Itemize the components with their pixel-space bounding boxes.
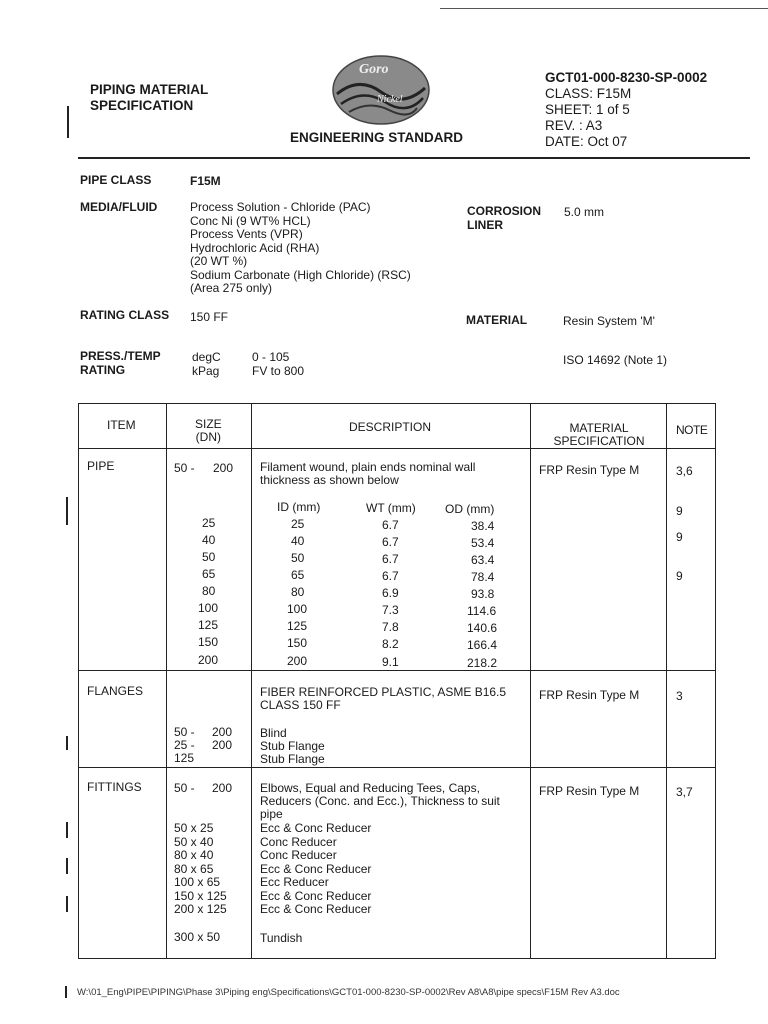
fitting-type: Ecc Reducer — [260, 875, 329, 889]
pipe-dn: 100 — [198, 601, 219, 615]
pipe-wt: 6.7 — [382, 518, 399, 532]
pressure-range: FV to 800 — [252, 364, 305, 378]
press-label-line2: RATING — [80, 363, 126, 377]
corrosion-value: 5.0 mm — [564, 205, 605, 219]
pipe-dn: 50 — [202, 550, 216, 564]
fittings-size-range-b: 200 — [212, 781, 233, 795]
logo-text-nickel: Nickel — [377, 94, 403, 105]
top-edge-line — [440, 8, 768, 9]
pipe-wt: 6.7 — [382, 552, 399, 566]
header-size — [195, 418, 222, 444]
margin-mark — [65, 986, 67, 998]
flange-size: 200 — [212, 725, 233, 739]
doc-subtitle: ENGINEERING STANDARD — [290, 130, 464, 145]
flanges-material: FRP Resin Type M — [539, 688, 640, 702]
pipe-dn: 65 — [202, 567, 216, 581]
media-list — [190, 201, 411, 296]
pipe-desc-line1: Filament wound, plain ends nominal wall — [260, 460, 476, 474]
table-border — [715, 403, 716, 959]
fittings-size-range-a: 50 - — [174, 781, 195, 795]
fittings-material: FRP Resin Type M — [539, 784, 640, 798]
pipe-class-label: PIPE CLASS — [80, 173, 152, 187]
media-line: Conc Ni (9 WT% HCL) — [190, 213, 311, 228]
fitting-type: Conc Reducer — [260, 834, 337, 849]
header-material — [539, 422, 659, 448]
header-description: DESCRIPTION — [349, 420, 432, 434]
flanges-sizes-a — [174, 726, 195, 765]
pipe-wt: 9.1 — [382, 655, 399, 669]
footer-file-path: W:\01_Eng\PIPE\PIPING\Phase 3\Piping eng\Specifications\GCT01-000-8230-SP-0002\Rev A8\A8\pipe specs\F15M Rev A3.doc — [77, 987, 620, 998]
fitting-size: 200 x 125 — [174, 902, 227, 916]
table-border — [530, 403, 531, 959]
flanges-sizes-b — [212, 726, 232, 752]
table-border — [78, 403, 79, 959]
table-border — [78, 767, 716, 768]
flanges-note: 3 — [676, 689, 683, 703]
margin-mark — [66, 858, 68, 874]
press-unit-degc: degC — [192, 350, 221, 364]
pipe-wt: 6.7 — [382, 569, 399, 583]
pipe-id: 50 — [291, 551, 305, 565]
press-values — [252, 350, 304, 378]
fitting-size: 100 x 65 — [174, 875, 221, 889]
media-line: (Area 275 only) — [190, 281, 273, 295]
doc-date: DATE: Oct 07 — [545, 134, 628, 149]
fittings-desc-line1: Elbows, Equal and Reducing Tees, Caps, — [260, 781, 480, 795]
doc-rev: REV. : A3 — [545, 118, 603, 133]
header-material-line2: SPECIFICATION — [553, 434, 645, 448]
fitting-type: Ecc & Conc Reducer — [260, 902, 372, 916]
fitting-type: Ecc & Conc Reducer — [260, 888, 372, 903]
pipe-dn: 25 — [202, 516, 216, 530]
corrosion-label-line2: LINER — [467, 218, 503, 232]
pipe-dn: 150 — [198, 635, 219, 649]
header-material-line1: MATERIAL — [569, 421, 629, 435]
press-temp-label — [80, 349, 161, 377]
table-border — [78, 670, 716, 671]
pipe-id: 25 — [291, 517, 305, 531]
header-size-line2: (DN) — [195, 430, 221, 444]
pipe-desc-line2: thickness as shown below — [260, 473, 399, 487]
flange-size: 25 - — [174, 738, 195, 752]
doc-sheet: SHEET: 1 of 5 — [545, 102, 630, 117]
pipe-row-note: 9 — [676, 530, 683, 544]
pipe-wt: 6.9 — [382, 586, 399, 600]
pipe-od: 114.6 — [467, 604, 497, 618]
flanges-item: FLANGES — [87, 684, 144, 698]
pipe-od: 93.8 — [471, 587, 495, 601]
pipe-od: 166.4 — [467, 638, 498, 652]
table-border — [251, 403, 252, 959]
rating-class-label: RATING CLASS — [80, 308, 170, 322]
margin-mark — [66, 497, 68, 525]
pipe-subheader-wt: WT (mm) — [366, 501, 416, 515]
pipe-material: FRP Resin Type M — [539, 463, 640, 477]
doc-number: GCT01-000-8230-SP-0002 — [545, 70, 708, 85]
pipe-id: 125 — [287, 619, 308, 633]
pipe-description — [260, 461, 475, 487]
margin-mark — [67, 106, 69, 138]
iso-reference: ISO 14692 (Note 1) — [563, 353, 668, 367]
fitting-size: 150 x 125 — [174, 888, 227, 903]
media-line: Process Vents (VPR) — [190, 227, 303, 241]
flange-size: 125 — [174, 751, 195, 765]
pipe-size-range-b: 200 — [213, 461, 234, 475]
table-border — [78, 958, 716, 959]
doc-title-line2: SPECIFICATION — [90, 98, 194, 113]
margin-mark — [66, 736, 68, 750]
pipe-wt: 7.3 — [382, 603, 399, 617]
table-border — [78, 448, 716, 449]
pipe-od: 218.2 — [467, 656, 498, 670]
media-label: MEDIA/FLUID — [80, 200, 158, 214]
fittings-types — [260, 822, 371, 917]
pipe-od: 53.4 — [471, 536, 495, 550]
press-units — [192, 350, 221, 378]
flange-size: 200 — [212, 738, 233, 752]
doc-meta — [545, 70, 707, 150]
pipe-wt: 6.7 — [382, 535, 399, 549]
table-border — [666, 403, 667, 959]
fitting-type: Ecc & Conc Reducer — [260, 821, 372, 835]
fittings-description — [260, 782, 500, 821]
pipe-od: 140.6 — [467, 621, 498, 635]
fitting-size-last: 300 x 50 — [174, 930, 221, 944]
flanges-description — [260, 686, 506, 712]
fitting-size: 50 x 40 — [174, 834, 214, 849]
pipe-id: 200 — [287, 654, 308, 668]
pipe-id: 150 — [287, 636, 308, 650]
pipe-dn: 80 — [202, 584, 216, 598]
fitting-type: Conc Reducer — [260, 848, 337, 862]
header-note: NOTE — [676, 423, 708, 437]
pipe-dn: 125 — [198, 618, 219, 632]
fitting-size: 80 x 40 — [174, 848, 214, 862]
fittings-note: 3,7 — [676, 785, 693, 799]
doc-title-line1: PIPING MATERIAL — [90, 82, 209, 97]
pipe-size-range-a: 50 - — [174, 461, 195, 475]
pipe-id: 65 — [291, 568, 305, 582]
flange-type: Stub Flange — [260, 739, 325, 753]
corrosion-label-line1: CORROSION — [467, 204, 542, 218]
press-unit-kpag: kPag — [192, 364, 220, 378]
pipe-subheader-od: OD (mm) — [445, 502, 495, 516]
flanges-types — [260, 727, 325, 766]
flange-size: 50 - — [174, 725, 195, 739]
pipe-subheader-id: ID (mm) — [277, 500, 321, 514]
fitting-size: 50 x 25 — [174, 821, 214, 835]
doc-class: CLASS: F15M — [545, 86, 632, 101]
pipe-dn: 40 — [202, 533, 216, 547]
fitting-type: Ecc & Conc Reducer — [260, 861, 372, 876]
pipe-od: 78.4 — [471, 570, 495, 584]
pipe-dn: 200 — [198, 653, 219, 667]
header-size-line1: SIZE — [195, 417, 222, 431]
material-label: MATERIAL — [466, 313, 528, 327]
pipe-id: 100 — [287, 602, 308, 616]
pipe-row-note: 9 — [676, 569, 683, 583]
temp-range: 0 - 105 — [252, 350, 290, 364]
pipe-id: 40 — [291, 534, 305, 548]
rating-class-value: 150 FF — [190, 310, 229, 324]
media-line: Sodium Carbonate (High Chloride) (RSC) — [190, 267, 411, 282]
table-border — [78, 403, 716, 404]
fittings-sizes — [174, 822, 227, 917]
press-label-line1: PRESS./TEMP — [80, 349, 161, 363]
media-line: (20 WT %) — [190, 254, 248, 268]
media-line: Hydrochloric Acid (RHA) — [190, 240, 320, 255]
fittings-desc-line2: Reducers (Conc. and Ecc.), Thickness to suit — [260, 794, 500, 808]
pipe-note: 3,6 — [676, 464, 693, 478]
pipe-wt: 8.2 — [382, 637, 399, 651]
fittings-item: FITTINGS — [87, 780, 142, 794]
material-value: Resin System 'M' — [563, 314, 655, 328]
header-rule — [78, 157, 750, 159]
corrosion-label — [467, 204, 541, 232]
pipe-class-value: F15M — [190, 174, 221, 188]
table-border — [166, 403, 167, 959]
margin-mark — [66, 896, 68, 912]
media-line: Process Solution - Chloride (PAC) — [190, 200, 371, 214]
header-item: ITEM — [107, 418, 136, 432]
margin-mark — [66, 822, 68, 838]
pipe-od: 38.4 — [471, 519, 495, 533]
fitting-type-last: Tundish — [260, 931, 303, 945]
flange-type: Blind — [260, 726, 287, 740]
fittings-desc-line3: pipe — [260, 807, 283, 821]
pipe-item: PIPE — [87, 459, 115, 473]
pipe-id: 80 — [291, 585, 305, 599]
company-logo — [331, 54, 431, 126]
pipe-row-note: 9 — [676, 504, 683, 518]
flange-type: Stub Flange — [260, 752, 325, 766]
logo-text-goro: Goro — [359, 62, 389, 77]
flanges-desc-line2: CLASS 150 FF — [260, 698, 341, 712]
flanges-desc-line1: FIBER REINFORCED PLASTIC, ASME B16.5 — [260, 685, 507, 699]
pipe-od: 63.4 — [471, 553, 495, 567]
pipe-wt: 7.8 — [382, 620, 399, 634]
fitting-size: 80 x 65 — [174, 861, 214, 876]
